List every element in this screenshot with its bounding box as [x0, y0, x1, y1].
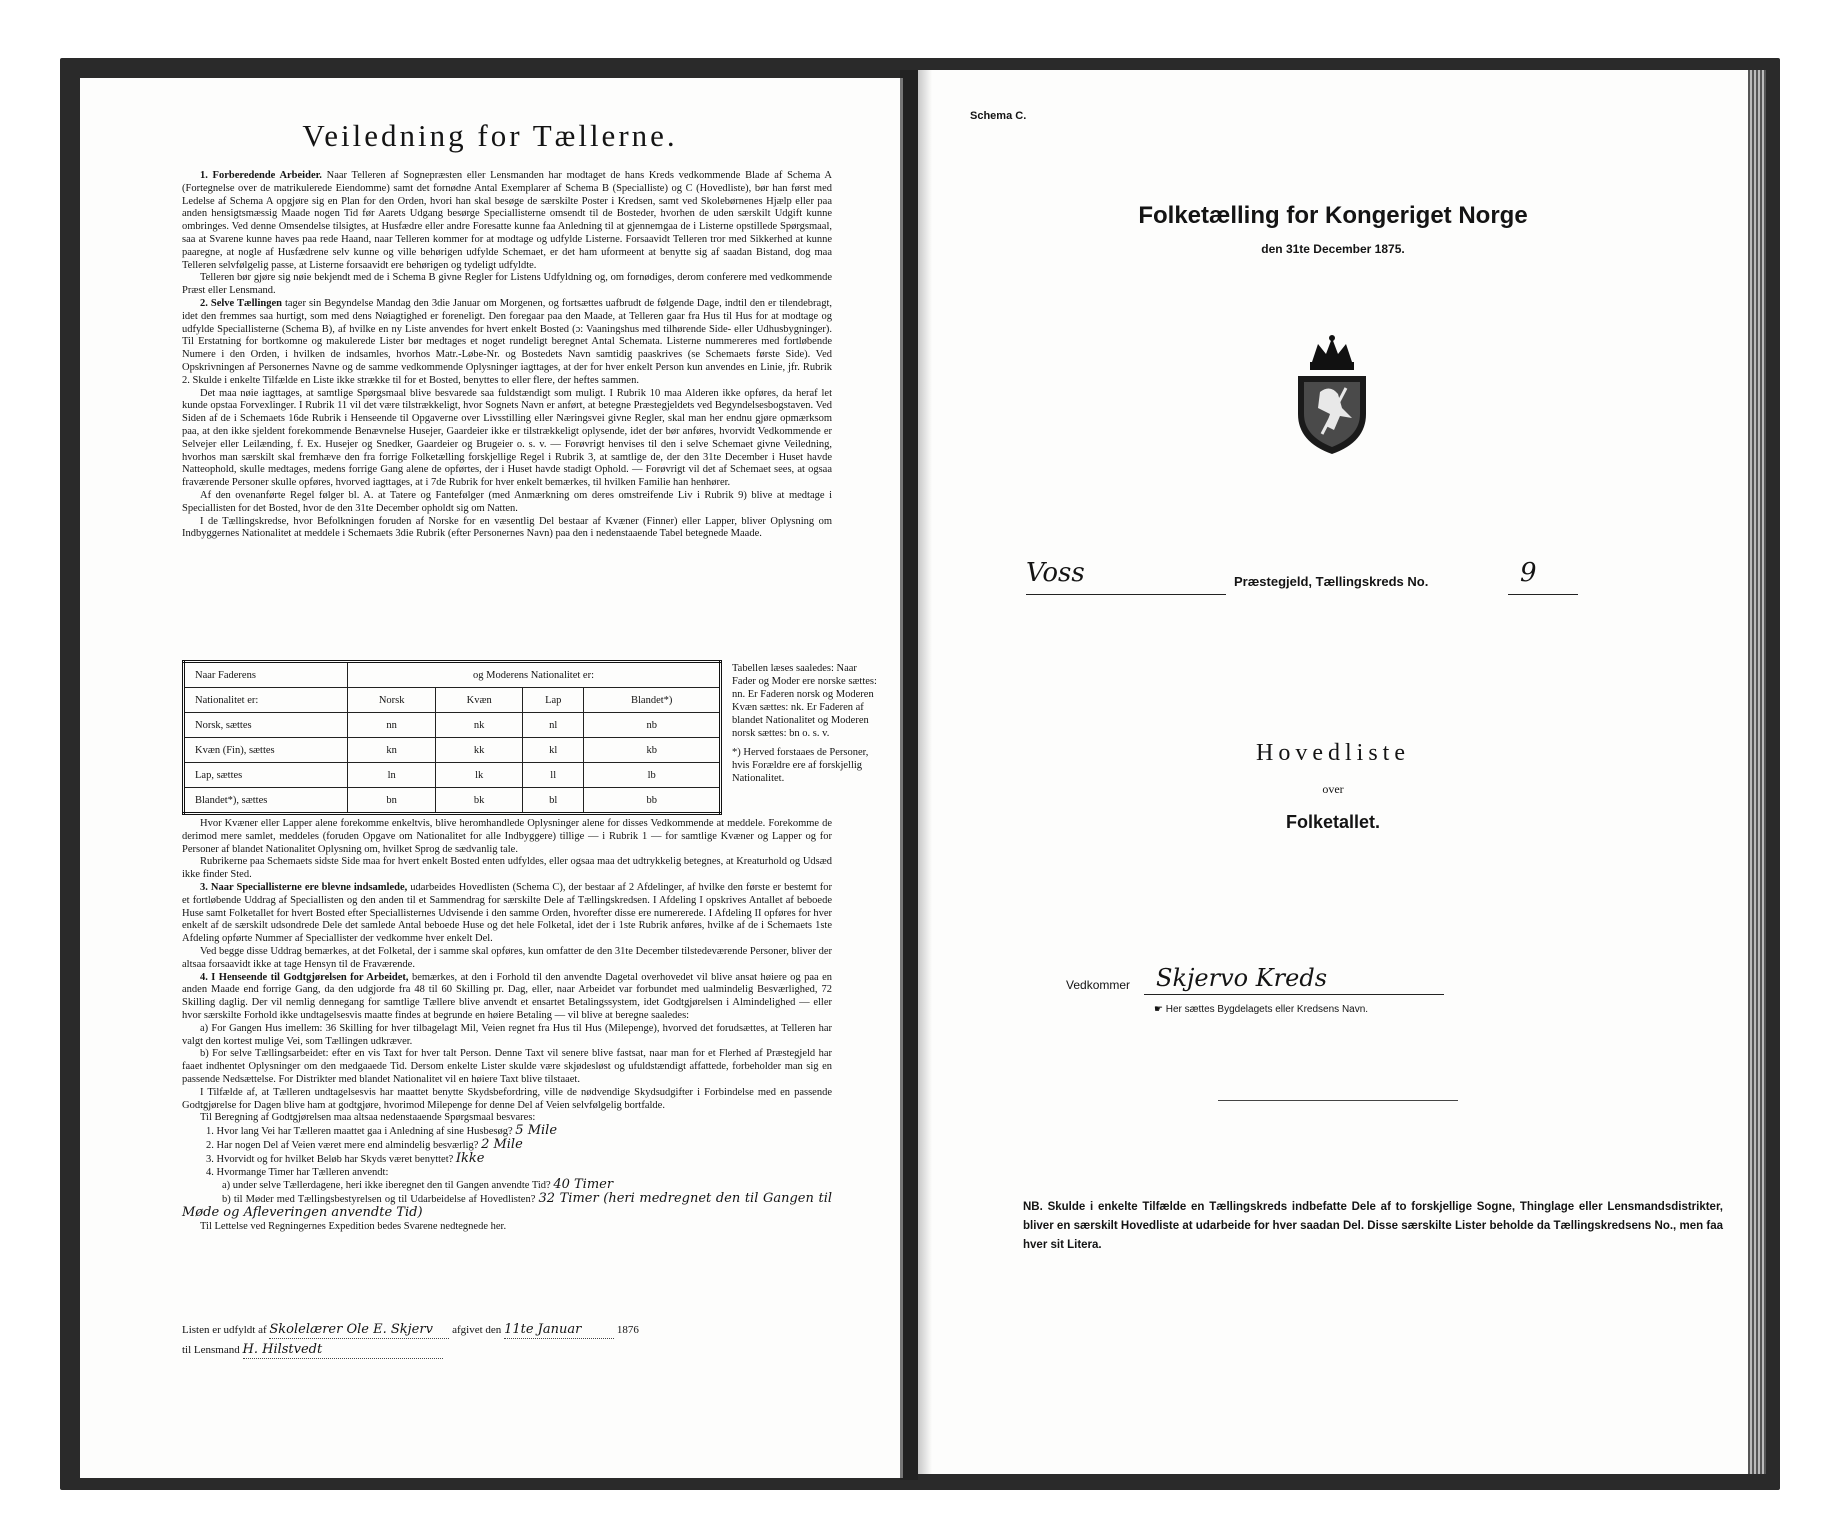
vedkommer-line	[1066, 964, 1566, 998]
hint-text: Her sættes Bygdelagets eller Kredsens Navn.	[1165, 1004, 1369, 1015]
table-column-header: Kvæn	[436, 688, 523, 713]
row-label: Norsk, sættes	[184, 713, 348, 738]
parish-line	[1026, 558, 1606, 598]
table-cell: kb	[584, 738, 721, 763]
right-page	[918, 70, 1748, 1474]
table-note-text: Tabellen læses saaledes: Naar Fader og Moder ere norske sættes: nn. Er Faderen norsk og Moderen Kvæn sættes: nk. Er Faderen af blandet Nationalitet og Moderen norsk sættes: bn o. s. v.	[732, 663, 877, 739]
over-text: over	[1322, 782, 1344, 796]
lensmand-line	[182, 1342, 862, 1359]
parish-value: Voss	[1026, 558, 1085, 588]
section-heading: 2. Selve Tællingen	[200, 297, 282, 309]
section-text: Ved begge disse Uddrag bemærkes, at det Folketal, der i samme skal opføres, kun omfatter de den 31te December tilstedeværende Personer, bliver der altsaa forsaavidt ikke at tage Hensyn til de Fraværende.	[182, 945, 832, 970]
section-heading: 4. I Henseende til Godtgjørelsen for Arbeidet,	[200, 971, 409, 983]
list-item: a) For Gangen Hus imellem: 36 Skilling for hver tilbagelagt Mil, Veien regnet fra Hus til Hus (Milepenge), hvorved det forudsættes, at Telleren har valgt den kortest mulige Vei, som Tællingen udkræver.	[182, 1022, 832, 1047]
district-underline	[1508, 594, 1578, 595]
table-cell: kk	[436, 738, 523, 763]
table-cell: nn	[348, 713, 436, 738]
table-column-header: Norsk	[348, 688, 436, 713]
section-text: I Tilfælde af, at Tælleren undtagelsesvis har maattet benytte Skydsbefordring, ville de nødvendige Skydsudgifter i Forbindelse med en passende Godtgjørelse for Dagen blive ham at godtgjøre, hvorimod Milepenge for denne Del af Veien selvfølgelig bortfalde.	[182, 1086, 832, 1111]
section-text: Til Lettelse ved Regningernes Expedition bedes Svarene nedtegnede her.	[200, 1220, 507, 1232]
instructions-section-3-4	[182, 818, 832, 1234]
document-date: den 31te December 1875.	[1261, 242, 1405, 256]
section-text: Rubrikerne paa Schemaets sidste Side maa for hvert enkelt Bosted enten udfyldes, eller ogsaa maa det udtrykkelig betegnes, at Kreaturhold og Udsæd ikke finder Sted.	[182, 856, 832, 881]
section-text: Telleren bør gjøre sig nøie bekjendt med de i Schema B givne Regler for Listens Udfyldning og, om fornødiges, derom conferere med vedkommende Præst eller Lensmand.	[182, 272, 832, 297]
section-text: bemærkes, at den i Forhold til den anvendte Dagetal overhovedet vil blive ansat høiere og paa en anden Maade end forrige Gang, da den udgjorde fra 48 til 60 Skilling pr. Dag, eller, naar Arbeidet var forbundet med ualmindelig Besværlighed, 72 Skilling daglig. Der vil nemlig dennegang for samtlige Tællere blive anvendt et ensartet Betalingssystem, idet Godtgjørelsen i Almindelighed — eller hvor særskilte Forhold ikke undtagelsesvis maatte findes at begrunde en høiere Betaling — vil blive at beregne saaledes:	[182, 971, 832, 1021]
sign-mid: afgivet den	[452, 1324, 502, 1336]
table-cell: bb	[584, 788, 721, 814]
list-title: Hovedliste	[1256, 740, 1410, 766]
parish-underline	[1026, 594, 1226, 595]
table-cell: nl	[523, 713, 584, 738]
vedkommer-value: Skjervo Kreds	[1156, 964, 1328, 992]
table-row	[184, 738, 721, 763]
answer-handwritten: 2 Mile	[481, 1136, 523, 1152]
signature-line	[182, 1322, 862, 1339]
vedkommer-underline	[1144, 994, 1444, 995]
sign-prefix: Listen er udfyldt af	[182, 1324, 267, 1336]
table-cell: nk	[436, 713, 523, 738]
signature-date: 11te Januar	[504, 1322, 614, 1339]
page-crease	[918, 70, 932, 1474]
left-page	[80, 78, 903, 1478]
lensmand-prefix: til Lensmand	[182, 1344, 240, 1356]
section-text: Hvor Kvæner eller Lapper alene forekomme enkeltvis, blive heromhandlede Oplysninger alene for disses Vedkommende at meddele. Forekomme de derimod mere samlet, meddeles (foruden Opgave om Nationalitet for alle Indbyggere) tillige — i Rubrik 1 — for samtlige Kvæner og Lapper og for Personer af blandet Nationalitet Oplysning om, hvilket Sprog de sædvanlig tale.	[182, 818, 832, 855]
norway-coat-of-arms-icon	[1282, 334, 1382, 459]
table-cell: bn	[348, 788, 436, 814]
row-label: Blandet*), sættes	[184, 788, 348, 814]
section-text: Til Beregning af Godtgjørelsen maa altsaa nedenstaaende Spørgsmaal besvares:	[200, 1112, 536, 1124]
subject-title: Folketallet.	[1285, 812, 1381, 832]
divider	[1218, 1100, 1458, 1101]
nationality-table	[182, 660, 722, 815]
table-cell: nb	[584, 713, 721, 738]
vedkommer-label: Vedkommer	[1066, 978, 1131, 992]
table-column-header: Lap	[523, 688, 584, 713]
table-cell: bk	[436, 788, 523, 814]
signature-name: Skolelærer Ole E. Skjerv	[269, 1322, 449, 1339]
parish-label: Præstegjeld, Tællingskreds No.	[1234, 574, 1429, 589]
pointing-hand-icon: ☛	[1154, 1004, 1163, 1015]
answer-handwritten: 5 Mile	[515, 1123, 558, 1139]
schema-label: Schema C.	[970, 110, 1027, 122]
table-footnote: *) Herved forstaaes de Personer, hvis Forældre ere af forskjellig Nationalitet.	[732, 747, 869, 784]
question: 3. Hvorvidt og for hvilket Beløb har Skyds været benyttet?	[206, 1153, 454, 1165]
table-cell: bl	[523, 788, 584, 814]
table-cell: lk	[436, 763, 523, 788]
page-title: Veiledning for Tællerne.	[302, 118, 678, 153]
table-cell: kl	[523, 738, 584, 763]
lensmand-name: H. Hilstvedt	[243, 1342, 443, 1359]
table-cell: lb	[584, 763, 721, 788]
district-number: 9	[1520, 558, 1537, 588]
instructions-section-1	[182, 170, 832, 541]
section-text: Af den ovenanførte Regel følger bl. A. at Tatere og Fantefølger (med Anmærkning om deres omstreifende Liv i Rubrik 9) blive at medtage i Speciallisten for det Bosted, hvor de den 31te December opholdt sig om Natten.	[182, 489, 832, 514]
table-header: Naar Faderens	[184, 662, 348, 688]
question: 1. Hvor lang Vei har Tælleren maattet gaa i Anledning af sine Husbesøg?	[206, 1126, 513, 1138]
document-title: Folketælling for Kongeriget Norge	[1138, 202, 1528, 229]
row-label: Kvæn (Fin), sættes	[184, 738, 348, 763]
question: 2. Har nogen Del af Veien været mere end almindelig besværlig?	[206, 1139, 479, 1151]
hint-row	[1154, 1004, 1368, 1015]
nb-note: NB. Skulde i enkelte Tilfælde en Tællingskreds indbefatte Dele af to forskjellige Sogne, Thinglage eller Lensmandsdistrikter, bliver en særskilt Hovedliste at udarbeide for hver saadan Del. Disse særskilte Lister beholde da Tællingskredsens No., men faa hver sit Litera.	[1023, 1201, 1723, 1251]
table-row	[184, 788, 721, 814]
section-text: tager sin Begyndelse Mandag den 3die Januar om Morgenen, og fortsættes uafbrudt de følgende Dage, indtil den er tilendebragt, idet den fremmes saa hurtigt, som med dens Nøiagtighed er foreneligt. Den foregaar paa den Maade, at Telleren gaar fra Hus til Hus for at modtage og udfylde Speciallisterne (Schema B), af hvilke en ny Liste anvendes for hvert enkelt Bosted (ɔ: Vaaningshus med tilhørende Side- eller Udhusbygninger). Til Erstatning for bortkomne og makulerede Lister bør medtages et noget rundeligt beregnet Antal Schemata. Listerne nummereres med fortløbende Numere i den Orden, i hvilken de indsamles, hvorhos Matr.-Løbe-Nr. og Bostedets Navn samtidig paaskrives (se Schemaets første Side). Ved Opskrivningen af Personernes Navne og de samme vedkommende Oplysninger iagttages, at der for hver enkelt Person kun anvendes en Linie, jfr. Rubrik 2. Skulde i enkelte Tilfælde en Liste ikke strække til for et Bosted, benyttes to eller flere, der heftes sammen.	[182, 297, 832, 386]
table-note	[732, 662, 882, 791]
answer-handwritten: 32 Timer (heri medregnet den til Gangen til Møde og Afleveringen anvendte Tid)	[182, 1191, 833, 1220]
question: a) under selve Tællerdagene, heri ikke iberegnet den til Gangen anvendte Tid?	[222, 1180, 551, 1192]
page-edges	[1748, 70, 1766, 1474]
table-cell: kn	[348, 738, 436, 763]
row-label: Lap, sættes	[184, 763, 348, 788]
table-row	[184, 763, 721, 788]
table-header: Nationalitet er:	[184, 688, 348, 713]
section-heading: 1. Forberedende Arbeider.	[200, 170, 322, 181]
table-row	[184, 713, 721, 738]
table-header: og Moderens Nationalitet er:	[348, 662, 721, 688]
answer-handwritten: Ikke	[455, 1150, 485, 1166]
question: b) til Møder med Tællingsbestyrelsen og til Udarbeidelse af Hovedlisten?	[222, 1194, 536, 1206]
section-heading: 3. Naar Speciallisterne ere blevne indsamlede,	[200, 881, 408, 893]
section-text: I de Tællingskredse, hvor Befolkningen foruden af Norske for en væsentlig Del bestaar af Kvæner (Finner) eller Lapper, bliver Oplysning om Indbyggernes Nationalitet at meddele i Schemaets 3die Rubrik (efter Personernes Navn) paa den i nedenstaaende Tabel betegnede Maade.	[182, 515, 832, 540]
question: 4. Hvormange Timer har Tælleren anvendt:	[206, 1166, 389, 1178]
table-cell: ln	[348, 763, 436, 788]
table-column-header: Blandet*)	[584, 688, 721, 713]
section-text: Det maa nøie iagttages, at samtlige Spørgsmaal blive besvarede saa fuldstændigt som muligt. I Rubrik 10 maa Alderen ikke opføres, da heraf let kunde opstaa Forvexlinger. I Rubrik 11 vil det være tilstrækkeligt, hvor Sognets Navn er anført, at betegne Præstegjeldets ved Begyndelsesbogstaven. Ved Siden af de i Schemaets 16de Rubrik i Henseende til Opgaverne over Livsstilling eller Næringsvei givne Regler, skal man her endnu gjøre opmærksom paa, at den ikke sjeldent forekommende Benævnelse Husejer, Gaardeier ikke er tilstrækkeligt oplysende, idet der bør anføres, hvorvidt Vedkommende er Selvejer eller Leilænding, f. Ex. Husejer og Snedker, Gaardeier og Brugeier o. s. v. — Forøvrigt henvises til den i selve Schemaet givne Veiledning, hvorhos man særskilt skal fremhæve den fra forrige Folketælling forskjellige Regel i Rubrik 3, at samtlige de, der den 31te December i Huset havde Natteophold, skulle medtages, medens forrige Gang alene de opførtes, der i Huset havde stadigt Ophold. — Forøvrigt vil det af Schemaet sees, at ogsaa fraværende Personer skulle opføres, hvorved iagttages, at i 7de Rubrik for hver enkelt bemærkes, til hvilken Familie han henhører.	[182, 387, 832, 489]
section-text: Naar Telleren af Sognepræsten eller Lensmanden har modtaget de hans Kreds vedkommende Blade af Schema A (Fortegnelse over de matrikulerede Eiendomme) samt det fornødne Antal Exemplarer af Schema B (Specialliste) og C (Hovedliste), bør han først med Ledelse af Schema A opgjøre sig en Plan for den Orden, hvori han skal besøge de særskilte Poster i Kredsen, samt ved Skolebørnenes Hjælp eller paa anden hensigtsmæssig Maade nogen Tid før Aarets Udgang besørge Speciallisterne omsendt til de Bosteder, hvorhen de uden særskilt Udgift kunne ombringes. Ved denne Omsendelse tilsigtes, at Husfædre eller andre Foresatte kunne faa Anledning til at gjennemgaa de i Listerne opstillede Spørgsmaal, saa at Svarene kunne haves paa rede Haand, naar Telleren kommer for at modtage og udfylde Listerne. Forsaavidt Telleren tror med Sikkerhed at kunne paaregne, at nogle af Husfædrene selv kunne og ville behørigen udfylde Schemaet, er det ham uformeent at benytte sig af saadan Bistand, dog maa Telleren selvfølgelig passe, at Listerne forsaavidt ere behørigen og tydeligt udfyldte.	[182, 170, 833, 271]
signature-year: 1876	[616, 1324, 639, 1336]
answer-handwritten: 40 Timer	[553, 1177, 614, 1193]
list-item: b) For selve Tællingsarbeidet: efter en vis Taxt for hver talt Person. Denne Taxt vil senere blive fastsat, naar man for et Flerhed af Præstegjeld har faaet indhentet Oplysninger om den medgaaede Tid. Dersom enkelte Lister skulde være skjødesløst og ufuldstændigt affattede, forbeholder man sig en passende Nedsættelse. For Distrikter med blandet Nationalitet vil en høiere Taxt blive tilstaaet.	[182, 1048, 832, 1085]
section-text: udarbeides Hovedlisten (Schema C), der bestaar af 2 Afdelinger, af hvilke den første er bestemt for et fortløbende Uddrag af Speciallisten og den anden til et Sammendrag for særskilte Dele af Tællingskredsen. I Afdeling I opskrives Antallet af beboede Huse samt Folketallet for hvert Bosted efter Speciallisternes Udvisende i den samme Orden, hvorefter disse ere numererede. I Afdeling II opføres for hver enkelt af de særskilt udsondrede Dele det samlede Antal beboede Huse og det hele Folketal, idet der i 1ste Rubrik anføres, hvilke af de i Schemaets 1ste Afdeling opførte Nummer af Speciallister der vedkomme hver enkelt Del.	[182, 881, 833, 945]
table-cell: ll	[523, 763, 584, 788]
